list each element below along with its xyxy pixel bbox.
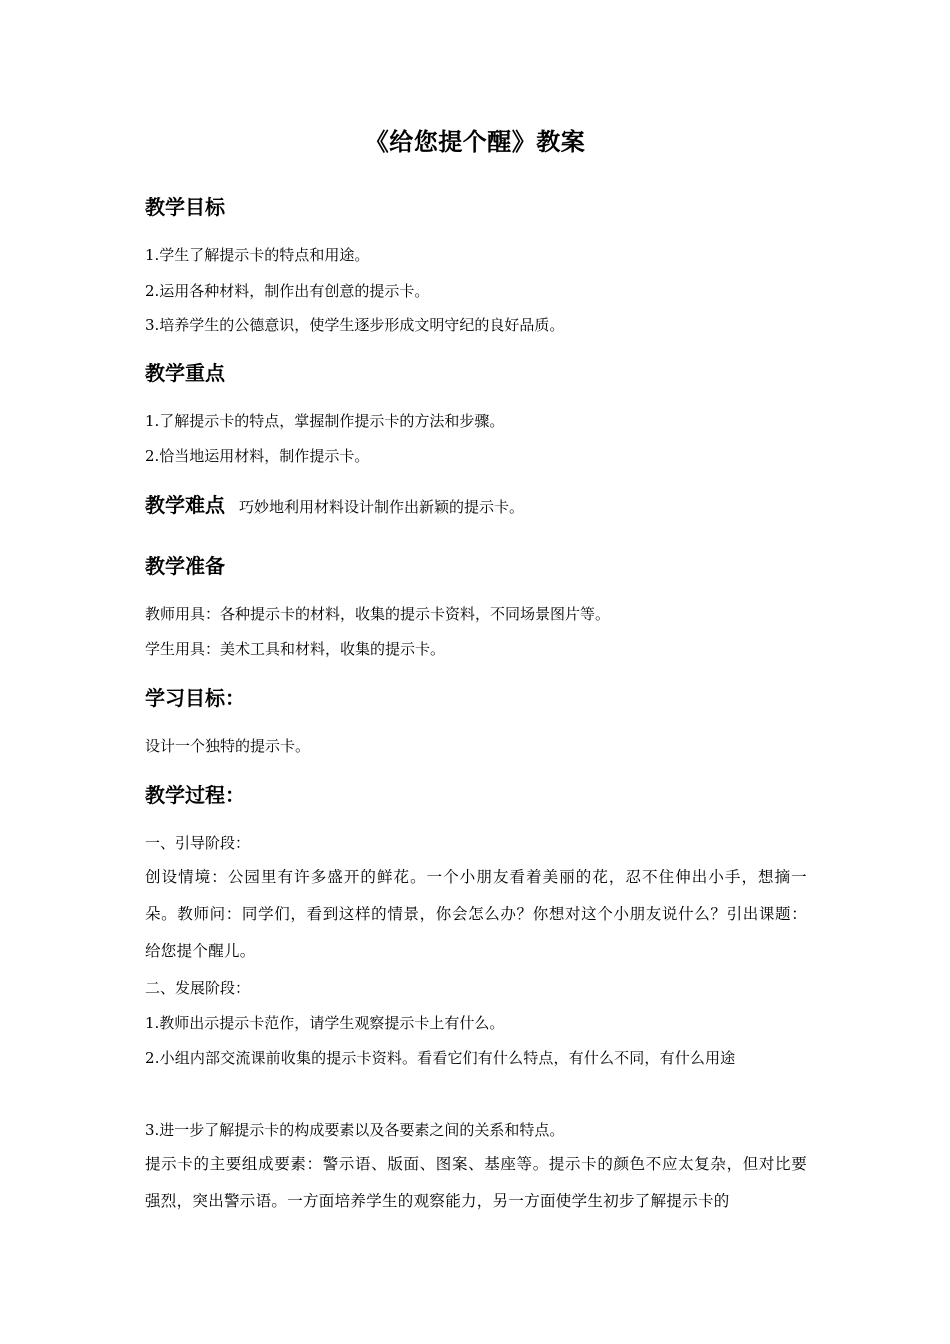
preparation-item-1: 教师用具：各种提示卡的材料，收集的提示卡资料，不同场景图片等。 [145, 605, 611, 623]
heading-preparation: 教学准备 [145, 554, 225, 578]
key-point-item-2: 2.恰当地运用材料，制作提示卡。 [145, 447, 370, 465]
difficulty-row [145, 491, 524, 521]
heading-learning-goal: 学习目标： [145, 686, 245, 710]
process-stage2-item-3: 3.进一步了解提示卡的构成要素以及各要素之间的关系和特点。 [145, 1121, 565, 1139]
key-point-item-1: 1.了解提示卡的特点，掌握制作提示卡的方法和步骤。 [145, 412, 505, 430]
objective-item-3: 3.培养学生的公德意识，使学生逐步形成文明守纪的良好品质。 [145, 316, 565, 334]
learning-goal-item-1: 设计一个独特的提示卡。 [145, 737, 311, 755]
objective-item-1: 1.学生了解提示卡的特点和用途。 [145, 246, 370, 264]
heading-process: 教学过程： [145, 783, 245, 807]
process-stage2-item-2: 2.小组内部交流课前收集的提示卡资料。看看它们有什么特点，有什么不同，有什么用途 [145, 1049, 736, 1067]
heading-difficulty: 教学难点 [145, 493, 225, 517]
preparation-item-2: 学生用具：美术工具和材料，收集的提示卡。 [145, 640, 446, 658]
process-stage2-item-1: 1.教师出示提示卡范作，请学生观察提示卡上有什么。 [145, 1014, 505, 1032]
process-stage1-text: 创设情境：公园里有许多盛开的鲜花。一个小朋友看着美丽的花，忍不住伸出小手，想摘一朵。教师问：同学们，看到这样的情景，你会怎么办？你想对这个小朋友说什么？引出课题：给您提个醒儿。 [145, 868, 807, 960]
document-title: 《给您提个醒》教案 [364, 127, 586, 156]
process-stage2-label: 二、发展阶段： [145, 979, 251, 997]
objective-item-2: 2.运用各种材料，制作出有创意的提示卡。 [145, 282, 430, 300]
heading-key-points: 教学重点 [145, 361, 225, 385]
difficulty-text: 巧妙地利用材料设计制作出新颖的提示卡。 [239, 498, 525, 516]
heading-objectives: 教学目标 [145, 195, 225, 219]
process-stage1-label: 一、引导阶段： [145, 834, 251, 852]
process-stage2-text: 提示卡的主要组成要素：警示语、版面、图案、基座等。提示卡的颜色不应太复杂，但对比要强烈，突出警示语。一方面培养学生的观察能力，另一方面使学生初步了解提示卡的 [145, 1155, 807, 1210]
